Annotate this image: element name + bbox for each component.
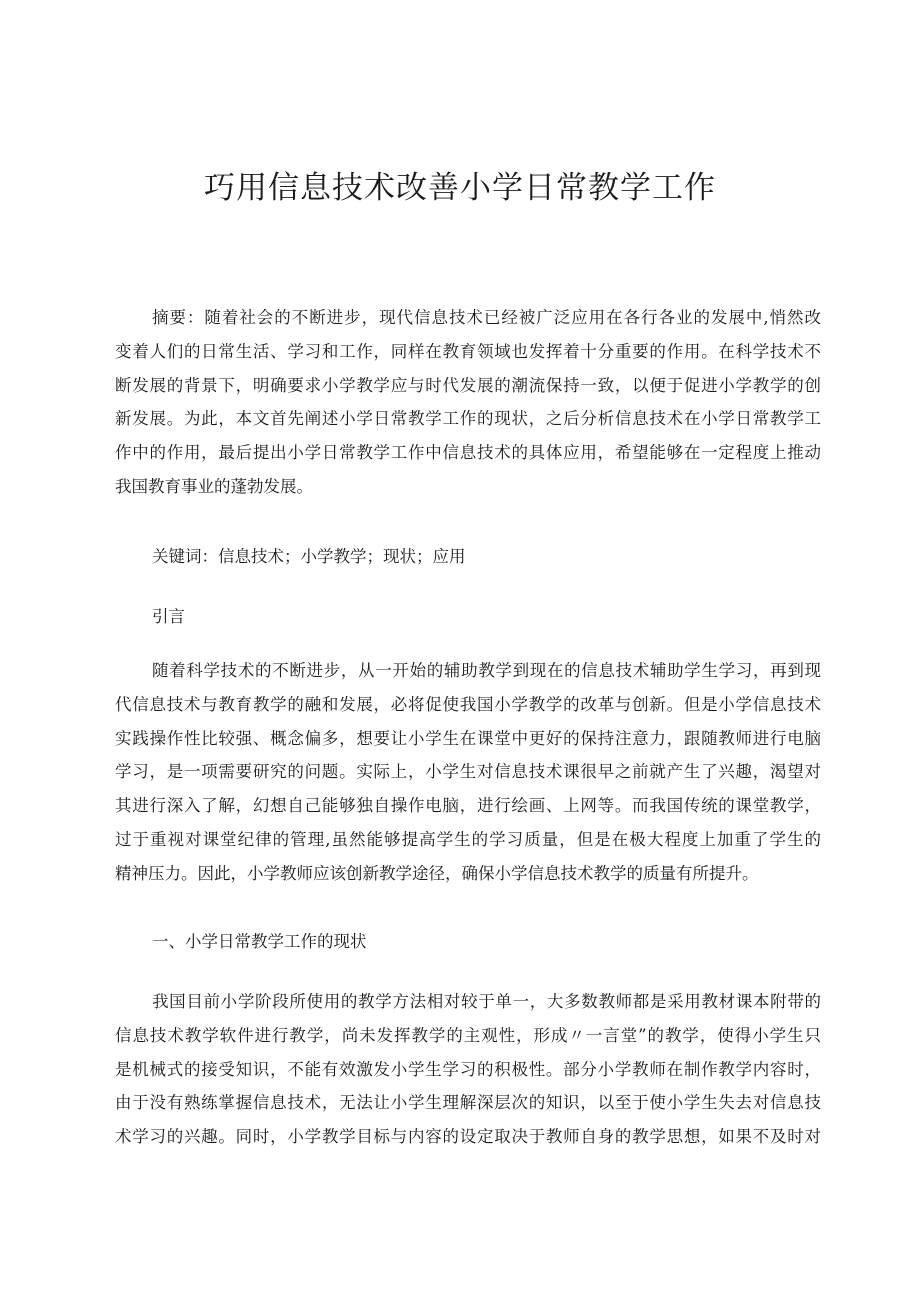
intro-line: 过于重视对课堂纪律的管理,虽然能够提高学生的学习质量，但是在极大程度上加重了学生的 — [115, 829, 821, 849]
section1-line: 信息技术教学软件进行教学，尚未发挥教学的主观性，形成〃一言堂”的教学，使得小学生只 — [115, 1025, 821, 1045]
section1-heading — [115, 925, 821, 959]
intro-line: 随着科学技术的不断进步，从一开始的辅助教学到现在的信息技术辅助学生学习，再到现 — [152, 661, 821, 680]
abstract-line: 我国教育事业的蓬勃发展。 — [115, 476, 313, 496]
section1-line: 我国目前小学阶段所使用的教学方法相对较于单一，大多数教师都是采用教材课本附带的 — [152, 992, 821, 1011]
abstract-line: 摘要：随着社会的不断进步，现代信息技术已经被广泛应用在各行各业的发展中,悄然改 — [152, 308, 821, 327]
intro-line: 代信息技术与教育教学的融和发展，必将促使我国小学教学的改革与创新。但是小学信息技术 — [115, 694, 821, 714]
document-title: 巧用信息技术改善小学日常教学工作 — [204, 170, 716, 206]
intro-line: 其进行深入了解，幻想自己能够独自操作电脑，进行绘画、上网等。而我国传统的课堂教学， — [115, 796, 821, 816]
abstract-line: 变着人们的日常生活、学习和工作，同样在教育领域也发挥着十分重要的作用。在科学技术不 — [115, 341, 821, 361]
section1-line: 是机械式的接受知识，不能有效激发小学生学习的积极性。部分小学教师在制作教学内容时， — [115, 1059, 821, 1079]
abstract-line: 断发展的背景下，明确要求小学教学应与时代发展的潮流保持一致，以便于促进小学教学的创 — [115, 375, 821, 395]
intro-heading — [115, 600, 821, 634]
intro-line: 学习，是一项需要研究的问题。实际上，小学生对信息技术课很早之前就产生了兴趣，渴望对 — [115, 762, 821, 782]
section1-line: 由于没有熟练掌握信息技术，无法让小学生理解深层次的知识，以至于使小学生失去对信息技 — [115, 1093, 821, 1113]
intro-heading-text: 引言 — [152, 607, 185, 626]
abstract-line: 作中的作用，最后提出小学日常教学工作中信息技术的具体应用，希望能够在一定程度上推动 — [115, 443, 821, 463]
section1-heading-text: 一、小学日常教学工作的现状 — [152, 932, 367, 951]
section1-paragraph — [115, 985, 821, 1154]
intro-line: 实践操作性比较强、概念偏多，想要让小学生在课堂中更好的保持注意力，跟随教师进行电脑 — [115, 728, 821, 748]
abstract-paragraph — [115, 301, 821, 504]
keywords-line: 关键词：信息技术；小学教学；现状；应用 — [152, 547, 466, 566]
intro-line: 精神压力。因此，小学教师应该创新教学途径，确保小学信息技术教学的质量有所提升。 — [115, 863, 759, 883]
section1-line: 术学习的兴趣。同时，小学教学目标与内容的设定取决于教师自身的教学思想，如果不及时对 — [115, 1127, 821, 1147]
intro-paragraph — [115, 654, 821, 891]
abstract-line: 新发展。为此，本文首先阐述小学日常教学工作的现状，之后分析信息技术在小学日常教学工 — [115, 409, 821, 429]
keywords-paragraph — [115, 540, 821, 574]
